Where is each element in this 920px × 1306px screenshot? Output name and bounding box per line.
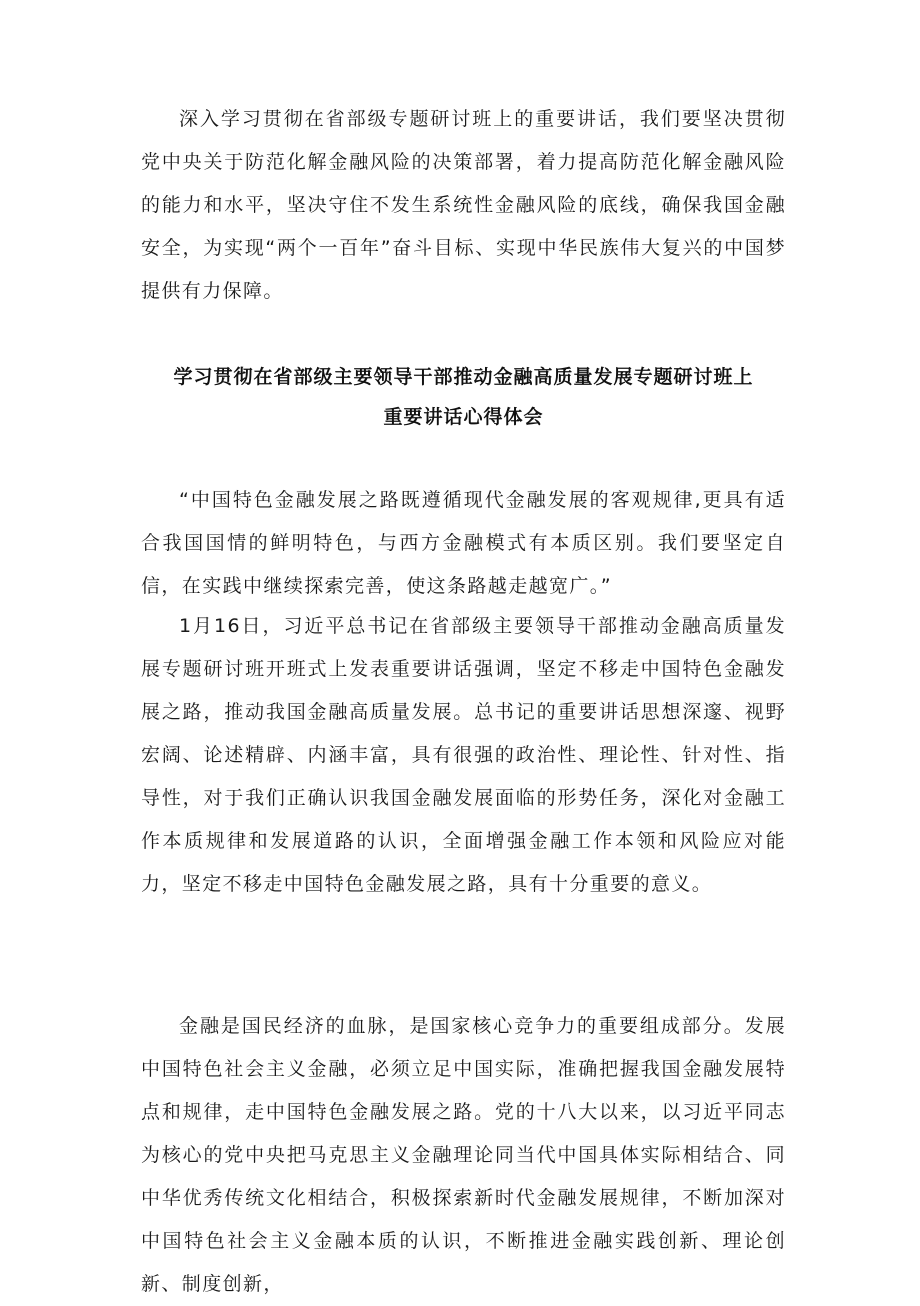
paragraph-quote: “中国特色金融发展之路既遵循现代金融发展的客观规律,更具有适合我国国情的鲜明特色，与西方金融模式有本质区别。我们要坚定自信，在实践中继续探索完善，使这条路越走越宽广。” bbox=[141, 489, 786, 597]
paragraph-intro: 深入学习贯彻在省部级专题研讨班上的重要讲话，我们要坚决贯彻党中央关于防范化解金融风险的决策部署，着力提高防范化解金融风险的能力和水平，坚决守住不发生系统性金融风险的底线，确保我国金融安全，为实现“两个一百年”奋斗目标、实现中华民族伟大复兴的中国梦提供有力保障。 bbox=[141, 108, 786, 302]
paragraph-speech: 1月16日，习近平总书记在省部级主要领导干部推动金融高质量发展专题研讨班开班式上发表重要讲话强调，坚定不移走中国特色金融发展之路，推动我国金融高质量发展。总书记的重要讲话思想深邃、视野宏阔、论述精辟、内涵丰富，具有很强的政治性、理论性、针对性、指导性，对于我们正确认识我国金融发展面临的形势任务，深化对金融工作本质规律和发展道路的认识，全面增强金融工作本领和风险应对能力，坚定不移走中国特色金融发展之路，具有十分重要的意义。 bbox=[141, 615, 786, 895]
article-title-line-2: 重要讲话心得体会 bbox=[383, 406, 544, 428]
paragraph-finance: 金融是国民经济的血脉，是国家核心竞争力的重要组成部分。发展中国特色社会主义金融，必须立足中国实际，准确把握我国金融发展特点和规律，走中国特色金融发展之路。党的十八大以来，以习近平同志为核心的党中央把马克思主义金融理论同当代中国具体实际相结合、同中华优秀传统文化相结合，积极探索新时代金融发展规律，不断加深对中国特色社会主义金融本质的认识，不断推进金融实践创新、理论创新、制度创新， bbox=[141, 1015, 786, 1295]
article-title-line-1: 学习贯彻在省部级主要领导干部推动金融高质量发展专题研讨班上 bbox=[173, 366, 754, 388]
